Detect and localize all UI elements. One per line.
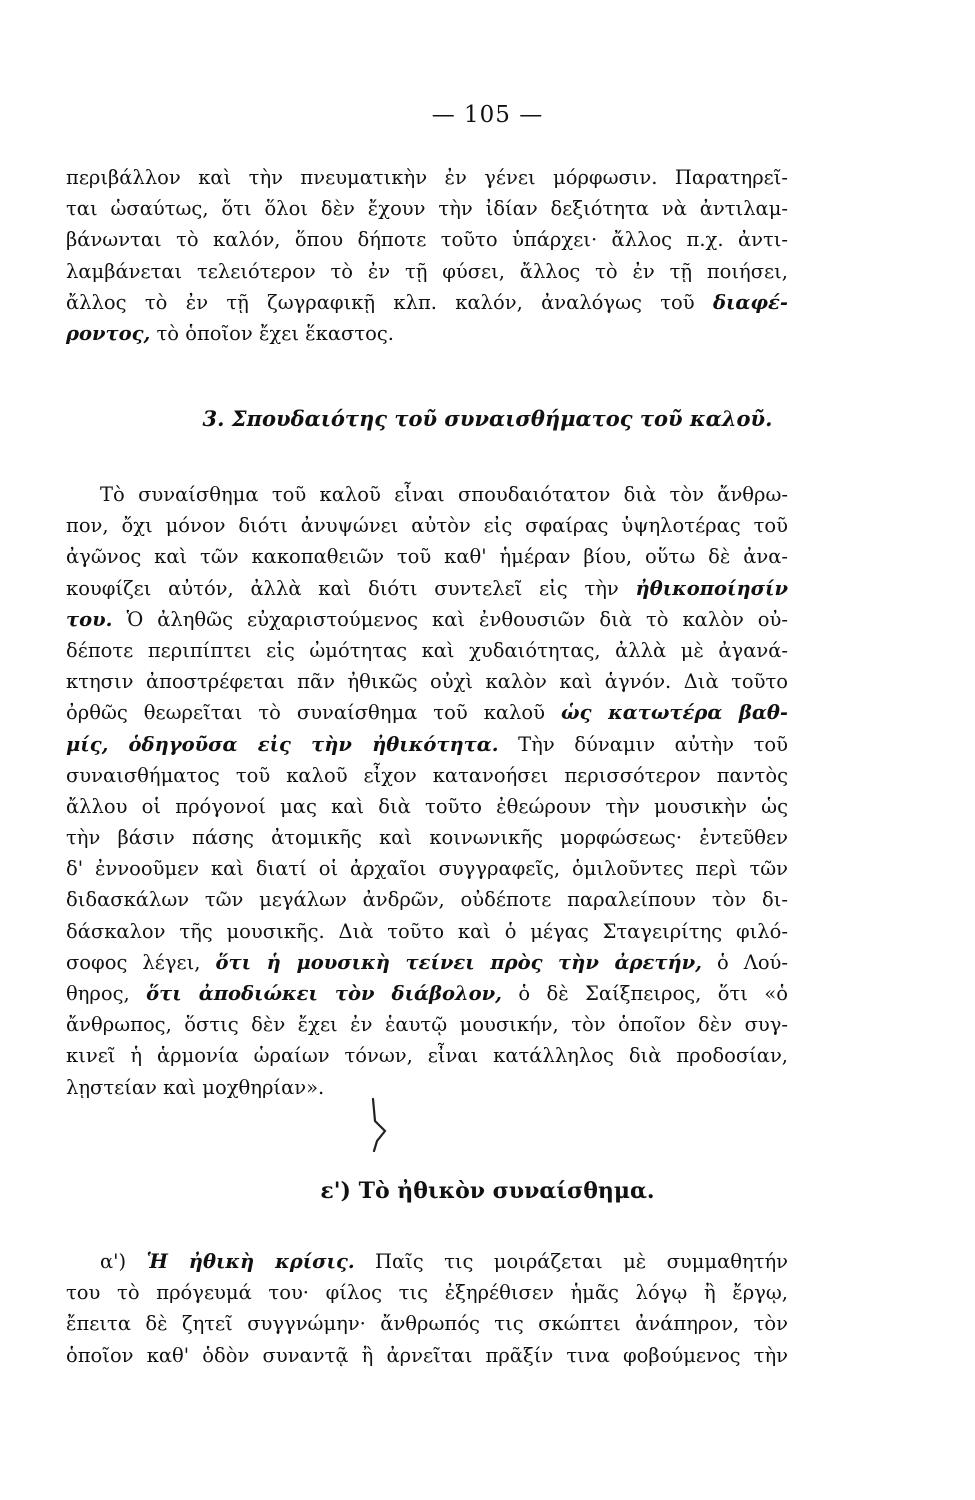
text-line: διδασκάλων τῶν μεγάλων ἀνδρῶν, οὐδέποτε παραλείπουν τὸν δι- (66, 888, 788, 912)
section-heading-3: 3. Σπουδαιότης τοῦ συναισθήματος τοῦ καλοῦ. (202, 406, 773, 431)
text-line (66, 287, 788, 318)
text-line (66, 604, 788, 635)
ornament-icon (365, 1095, 395, 1155)
text-line: ἄλλου οἱ πρόγονοί μας καὶ διὰ τοῦτο ἐθεώρουν τὴν μουσικὴν ὡς (66, 794, 788, 818)
text-line: ται ὡσαύτως, ὅτι ὅλοι δὲν ἔχουν τὴν ἰδίαν δεξιότητα νὰ ἀντιλαμ- (66, 197, 788, 221)
text-run: τὸ ὁποῖον ἔχει ἕκαστος. (150, 321, 394, 345)
text-run: Ὁ ἀληθῶς εὐχαριστούμενος καὶ ἐνθουσιῶν διὰ τὸ καλὸν οὐ- (112, 607, 788, 631)
text-line (66, 947, 788, 978)
text-line: συναισθήματος τοῦ καλοῦ εἶχον κατανοήσει περισσότερον παντὸς (66, 763, 788, 787)
text-line (66, 697, 788, 728)
text-line: ὁποῖον καθ' ὁδὸν συναντᾷ ἢ ἀρνεῖται πρᾶξίν τινα φοβούμενος τὴν (66, 1343, 788, 1367)
text-run: ὁ δὲ Σαίξπειρος, ὅτι «ὁ (501, 982, 789, 1005)
text-run: σοφος λέγει, (66, 950, 216, 974)
text-line: ἔπειτα δὲ ζητεῖ συγγνώμην· ἄνθρωπός τις σκώπτει ἀνάπηρον, τὸν (66, 1312, 788, 1336)
emphasis-text: Ἡ ἠθικὴ κρίσις. (146, 1250, 355, 1273)
text-line: δάσκαλον τῆς μουσικῆς. Διὰ τοῦτο καὶ ὁ μέγας Σταγειρίτης φιλό- (66, 919, 788, 943)
paragraph-1 (66, 162, 788, 349)
text-line: ἄνθρωπος, ὅστις δὲν ἔχει ἐν ἑαυτῷ μουσικήν, τὸν ὁποῖον δὲν συγ- (66, 1013, 788, 1037)
text-line (66, 318, 788, 349)
emphasis-text: ἠθικοποίησίν (635, 576, 788, 600)
text-line: ἀγῶνος καὶ τῶν κακοπαθειῶν τοῦ καθ' ἡμέραν βίου, οὕτω δὲ ἀνα- (66, 545, 788, 569)
text-run: ὁ Λού- (701, 950, 789, 974)
emphasis-text: διαφέ- (712, 290, 788, 314)
text-line: δ' ἐννοοῦμεν καὶ διατί οἱ ἀρχαῖοι συγγραφεῖς, ὁμιλοῦντες περὶ τῶν (66, 857, 788, 881)
emphasis-text: ροντος, (66, 321, 151, 345)
emphasis-text: μίς, ὁδηγοῦσα εἰς τὴν ἠθικότητα. (66, 732, 499, 756)
text-line: βάνωνται τὸ καλόν, ὅπου δήποτε τοῦτο ὑπάρχει· ἄλλος π.χ. ἀντι- (66, 228, 788, 252)
text-line: τὴν βάσιν πάσης ἀτομικῆς καὶ κοινωνικῆς μορφώσεως· ἐντεῦθεν (66, 826, 788, 850)
text-line (66, 1246, 788, 1277)
text-run: Τὴν δύναμιν αὐτὴν τοῦ (498, 732, 788, 756)
emphasis-text: του. (66, 607, 113, 631)
text-line: λῃστείαν καὶ μοχθηρίαν». (66, 1075, 325, 1099)
emphasis-text: ὅτι ἡ μουσικὴ τείνει πρὸς τὴν ἀρετήν, (215, 950, 702, 974)
text-run: α') (100, 1250, 147, 1273)
text-line: περιβάλλον καὶ τὴν πνευματικὴν ἐν γένει μόρφωσιν. Παρατηρεῖ- (66, 166, 788, 189)
paragraph-3 (66, 1246, 788, 1371)
text-line: λαμβάνεται τελειότερον τὸ ἐν τῇ φύσει, ἄλλος τὸ ἐν τῇ ποιήσει, (66, 259, 788, 283)
text-run: κουφίζει αὐτόν, ἀλλὰ καὶ διότι συντελεῖ εἰς τὴν (66, 576, 636, 600)
text-line: του τὸ πρόγευμά του· φίλος τις ἐξηρέθισεν ἡμᾶς λόγῳ ἢ ἔργῳ, (66, 1281, 788, 1305)
page-number: — 105 — (431, 102, 544, 128)
text-line: δέποτε περιπίπτει εἰς ὠμότητας καὶ χυδαιότητας, ἀλλὰ μὲ ἀγανά- (66, 638, 788, 662)
text-line: πον, ὄχι μόνον διότι ἀνυψώνει αὐτὸν εἰς σφαίρας ὑψηλοτέρας τοῦ (66, 514, 788, 538)
paragraph-2 (66, 479, 788, 1103)
text-run: ὀρθῶς θεωρεῖται τὸ συναίσθημα τοῦ καλοῦ (66, 701, 562, 725)
text-line: κτησιν ἀποστρέφεται πᾶν ἠθικῶς οὐχὶ καλὸν καὶ ἁγνόν. Διὰ τοῦτο (66, 670, 788, 694)
section-heading-e: ε') Τὸ ἠθικὸν συναίσθημα. (320, 1178, 655, 1204)
text-line (66, 729, 788, 760)
text-run: θηρος, (66, 982, 147, 1005)
emphasis-text: ὅτι ἀποδιώκει τὸν διάβολον, (146, 982, 502, 1005)
emphasis-text: ὡς κατωτέρα βαθ- (561, 701, 788, 725)
text-line: Τὸ συναίσθημα τοῦ καλοῦ εἶναι σπουδαιότατον διὰ τὸν ἄνθρω- (100, 483, 788, 506)
text-run: Παῖς τις μοιράζεται μὲ συμμαθητήν (354, 1250, 788, 1273)
text-line: κινεῖ ἡ ἁρμονία ὡραίων τόνων, εἶναι κατάλληλος διὰ προδοσίαν, (66, 1044, 788, 1068)
text-line (66, 573, 788, 604)
text-line (66, 978, 788, 1009)
text-run: ἄλλος τὸ ἐν τῇ ζωγραφικῇ κλπ. καλόν, ἀναλόγως τοῦ (66, 290, 695, 314)
